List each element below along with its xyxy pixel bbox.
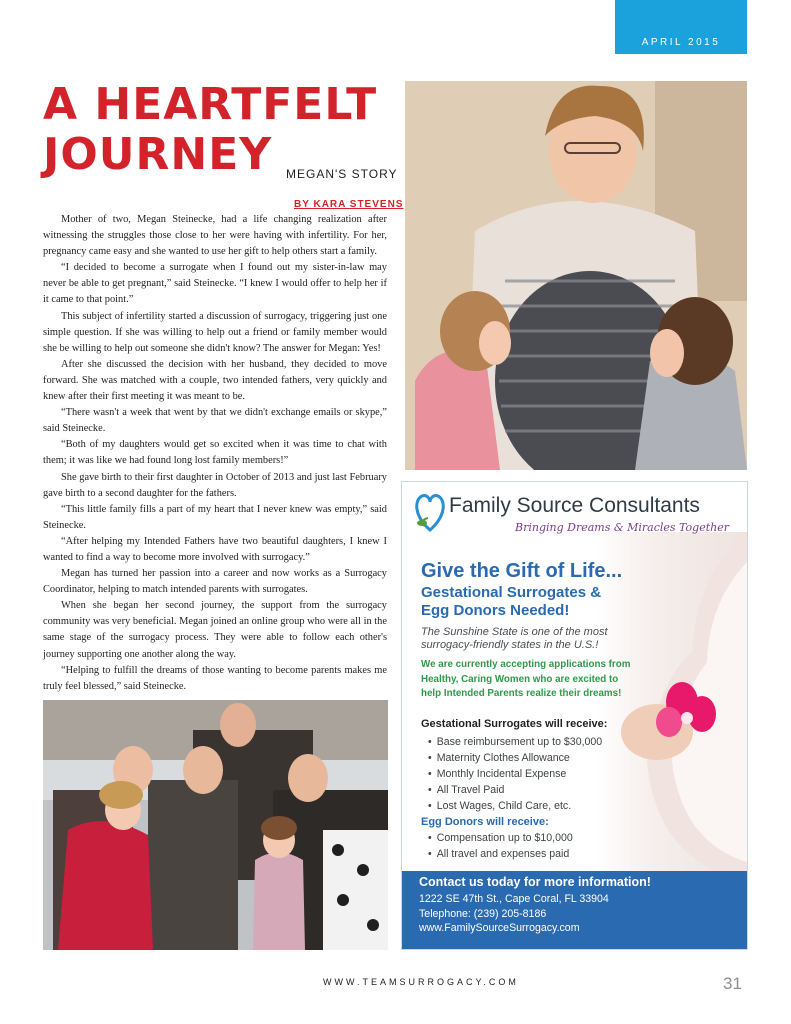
ad-subheadline: [421, 584, 601, 620]
ad-brand-name: Family Source Consultants: [449, 494, 700, 517]
body-paragraph: Mother of two, Megan Steinecke, had a life changing realization after witnessing the struggles those close to her were having with infertility. For her, pregnancy came easy and she wanted to use her gift to help others start a family.: [43, 214, 387, 258]
ad-family-source-consultants: [401, 481, 748, 950]
ad-tagline: Bringing Dreams & Miracles Together: [515, 521, 729, 534]
article-body: [43, 212, 387, 695]
ad-subheadline-line-2: Egg Donors Needed!: [421, 602, 570, 619]
heart-logo-icon: [412, 490, 448, 534]
ad-accepting-text: We are currently accepting applications from Healthy, Caring Women who are excited to help Intended Parents realize their dreams!: [421, 659, 631, 699]
list-item: • Lost Wages, Child Care, etc.: [428, 798, 602, 814]
list-item: • Monthly Incidental Expense: [428, 766, 602, 782]
ad-subheadline-line-1: Gestational Surrogates &: [421, 584, 602, 601]
ad-website-link[interactable]: www.FamilySourceSurrogacy.com: [419, 922, 580, 934]
ad-gestational-heading: Gestational Surrogates will receive:: [421, 718, 608, 730]
body-paragraph: “I decided to become a surrogate when I found out my sister-in-law may never be able to get pregnant,” said Steinecke. “I knew I would offer to help her if it came to that point.”: [43, 262, 387, 306]
ad-headline: Give the Gift of Life...: [421, 560, 623, 582]
ad-egg-donor-list: [428, 830, 573, 862]
body-paragraph: This subject of infertility started a discussion of surrogacy, triggering just one simple question. If she was willing to help out a friend or family member would she be willing to help out someone she didn't know? The answer for Megan: Yes!: [43, 310, 387, 354]
list-item: • All Travel Paid: [428, 782, 602, 798]
ad-gestational-list: [428, 734, 602, 814]
byline: BY KARA STEVENS: [294, 199, 404, 210]
body-paragraph: She gave birth to their first daughter in October of 2013 and just last February gave birth to a second daughter for the fathers.: [43, 471, 387, 499]
ad-egg-donor-heading: Egg Donors will receive:: [421, 816, 549, 828]
body-paragraph: Megan has turned her passion into a career and now works as a Surrogacy Coordinator, helping to match intended parents with surrogates.: [43, 568, 387, 596]
page-number: 31: [723, 974, 742, 993]
ad-contact-details: [419, 892, 609, 936]
body-paragraph: After she discussed the decision with her husband, they decided to move forward. She was matched with a couple, two intended fathers, very quickly and knew after their first meeting it was meant to be.: [43, 358, 387, 403]
list-item: • Compensation up to $10,000: [428, 830, 573, 846]
ad-call-to-action: Contact us today for more information!: [419, 875, 651, 889]
list-item: • All travel and expenses paid: [428, 846, 573, 862]
list-item: • Base reimbursement up to $30,000: [428, 734, 602, 750]
body-paragraph: “There wasn't a week that went by that we didn't exchange emails or skype,” said Steinecke.: [43, 407, 387, 435]
photo-family-group-illustration: [43, 700, 388, 950]
article-headline: [43, 80, 377, 180]
body-paragraph: “After helping my Intended Fathers have two beautiful daughters, I knew I wanted to find a way to become more involved with surrogacy.”: [43, 535, 387, 563]
issue-date: APRIL 2015: [641, 37, 721, 48]
body-paragraph: “This little family fills a part of my heart that I never knew was empty,” said Steinecke.: [43, 503, 387, 531]
ad-sunshine-text: The Sunshine State is one of the most surrogacy-friendly states in the U.S.!: [421, 626, 608, 651]
headline-line-2: JOURNEY: [43, 129, 273, 180]
body-paragraph: “Both of my daughters would get so excited when it was time to chat with them; it was like we had found long lost family members!”: [43, 439, 387, 467]
list-item: • Maternity Clothes Allowance: [428, 750, 602, 766]
article-subtitle: MEGAN'S STORY: [286, 167, 398, 181]
photo-family-group: [43, 700, 388, 950]
body-paragraph: “Helping to fulfill the dreams of those wanting to become parents makes me truly feel blessed,” said Steinecke.: [43, 664, 387, 692]
body-paragraph: When she began her second journey, the support from the surrogacy community was very beneficial. Megan joined an online group who were all in the same stage of the surrogacy process. They were able to follow each other's journey supporting one another along the way.: [43, 600, 387, 660]
photo-mother-and-daughters-illustration: [405, 81, 747, 470]
ad-telephone[interactable]: Telephone: (239) 205-8186: [419, 907, 547, 920]
ad-address: 1222 SE 47th St., Cape Coral, FL 33904: [419, 893, 609, 905]
footer-website[interactable]: WWW.TEAMSURROGACY.COM: [323, 977, 519, 987]
headline-line-1: A HEARTFELT: [43, 79, 378, 130]
photo-mother-and-daughters: [405, 81, 747, 470]
issue-date-tab: [615, 0, 747, 54]
